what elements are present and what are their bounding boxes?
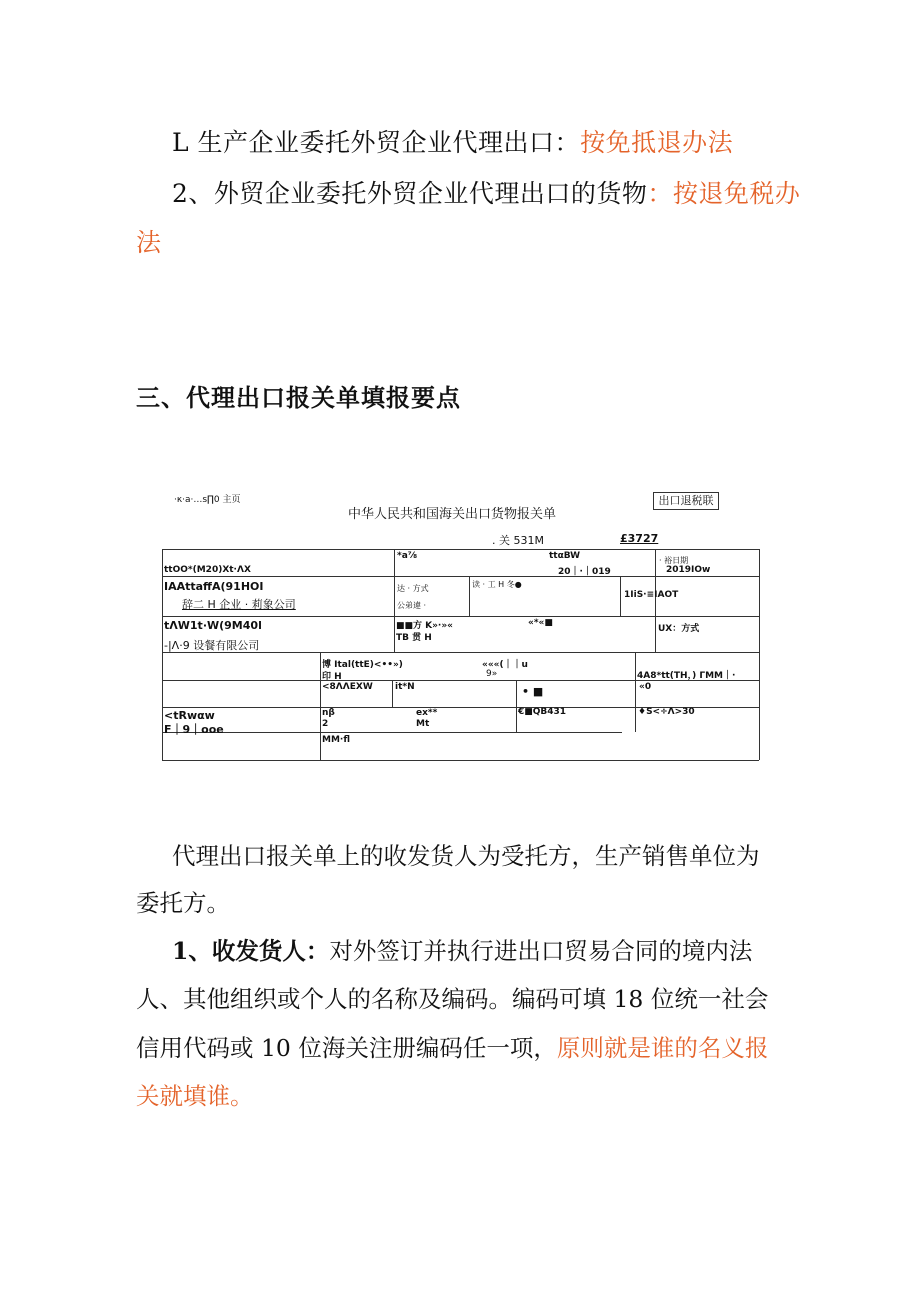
export-rebate-stamp: 出口退税联 bbox=[653, 492, 719, 510]
para-2-line-1 bbox=[172, 937, 753, 965]
r6-field-d: 2 bbox=[322, 719, 329, 729]
grid-line bbox=[162, 549, 163, 760]
r6-field-a: <tRwαw bbox=[164, 709, 215, 722]
production-unit-name: -|Λ·9 设餐有限公司 bbox=[164, 639, 260, 652]
para-2-line-3 bbox=[136, 1034, 769, 1062]
r2-field-c: 读 · 工 H 冬● bbox=[472, 580, 522, 589]
intro-line-2 bbox=[172, 181, 800, 206]
r4-field-e: 4A8*tt(TH，) ΓMM｜· bbox=[637, 671, 736, 681]
consignor-name: 辞二 H 企业 · 莉象公司 bbox=[182, 598, 296, 611]
grid-line bbox=[655, 549, 656, 616]
consignor-term: 1、收发货人： bbox=[172, 937, 330, 965]
customs-no-value: £3727 bbox=[620, 532, 659, 545]
form-top-left-label: ·κ·a·…s∏0 主页 bbox=[174, 495, 241, 505]
customs-declaration-form bbox=[162, 488, 760, 764]
r2-field-d: 1IiS·≡IAOT bbox=[624, 590, 679, 600]
r3-field-c: «*«■ bbox=[528, 618, 553, 628]
grid-line bbox=[759, 549, 760, 760]
declaration-date-label: · 裕日期 bbox=[659, 556, 689, 565]
para-2-rule-text: 原则就是谁的名义报 bbox=[556, 1034, 769, 1062]
transport-mode-label: 达 · 方式 bbox=[397, 584, 429, 593]
declaration-date-value: 2019IOw bbox=[666, 565, 711, 575]
grid-line bbox=[162, 732, 622, 733]
r6-field-c: nβ bbox=[322, 708, 335, 718]
r6-field-h: ♦S<÷Λ>30 bbox=[638, 707, 695, 717]
grid-line bbox=[469, 576, 470, 616]
para-2-line-1-text: 对外签订并执行进出口贸易合同的境内法 bbox=[329, 937, 753, 965]
intro-line-2-prefix: 2、外贸企业委托外贸企业代理出口的货物 bbox=[172, 179, 648, 208]
r5-field-d: «0 bbox=[639, 682, 652, 692]
r5-field-a: <8ΛΛEXW bbox=[322, 682, 373, 692]
r7-field-a: MM·fl bbox=[322, 735, 351, 745]
intro-line-1 bbox=[172, 130, 733, 155]
r6-field-e: ex** bbox=[416, 708, 438, 718]
intro-line-2-method: ：按退免税办 bbox=[647, 179, 801, 208]
grid-line bbox=[162, 760, 759, 761]
r5-field-c: • ■ bbox=[522, 685, 544, 698]
intro-line-1-method: 按免抵退办法 bbox=[580, 128, 734, 157]
grid-line bbox=[516, 680, 517, 732]
grid-line bbox=[655, 616, 656, 652]
r6-field-f: Mt bbox=[416, 719, 430, 729]
intro-line-1-prefix: L 生产企业委托外贸企业代理出口： bbox=[172, 128, 581, 157]
grid-line bbox=[320, 652, 321, 760]
form-title: 中华人民共和国海关出口货物报关单 bbox=[348, 507, 557, 522]
grid-line bbox=[162, 576, 759, 577]
production-unit-code: tΛW1t·W(9M40l bbox=[164, 619, 262, 632]
r4-field-d: 9» bbox=[486, 669, 498, 679]
para-1-line-1: 代理出口报关单上的收发货人为受托方，生产销售单位为 bbox=[172, 842, 760, 870]
para-1-line-2: 委托方。 bbox=[136, 889, 230, 917]
grid-line bbox=[162, 616, 759, 617]
section-heading: 三、代理出口报关单填报要点 bbox=[136, 384, 461, 412]
para-2-line-4: 关就填谁。 bbox=[136, 1082, 254, 1110]
export-date: 20｜·｜019 bbox=[558, 567, 611, 577]
r6-field-b: F｜9｜ooe bbox=[164, 723, 224, 736]
transport-mode-value: 公弟違 · bbox=[397, 601, 427, 610]
r4-field-b: 印 H bbox=[322, 672, 342, 682]
r3-field-d: UX：方式 bbox=[658, 624, 700, 634]
r6-field-g: €■QB431 bbox=[518, 707, 567, 717]
customs-no-label: . 关 531M bbox=[492, 534, 544, 547]
intro-line-2-wrap: 法 bbox=[136, 228, 162, 257]
r3-field-a: ■■方 K»·»« bbox=[396, 621, 453, 631]
r5-field-b: it*N bbox=[395, 682, 415, 692]
grid-line bbox=[620, 576, 621, 616]
r4-field-c: «««(｜｜u bbox=[482, 660, 528, 670]
consignor-code: IAAttaffA(91HOI bbox=[164, 580, 264, 593]
exporter-code: ttOO*(M20)Xt·ΛX bbox=[164, 565, 251, 575]
grid-line bbox=[394, 549, 395, 652]
grid-line bbox=[635, 652, 636, 732]
r4-field-a: 博 Ital(ttE)<••») bbox=[322, 660, 403, 670]
r1-field-a: *a⅞ bbox=[397, 551, 418, 561]
r3-field-b: TB 贯 H bbox=[396, 633, 432, 643]
para-2-line-3-text: 信用代码或 10 位海关注册编码任一项， bbox=[136, 1034, 557, 1062]
grid-line bbox=[162, 549, 759, 550]
r1-field-b: ttαBW bbox=[549, 551, 581, 561]
para-2-line-2: 人、其他组织或个人的名称及编码。编码可填 18 位统一社会 bbox=[136, 985, 769, 1013]
grid-line bbox=[392, 680, 393, 707]
